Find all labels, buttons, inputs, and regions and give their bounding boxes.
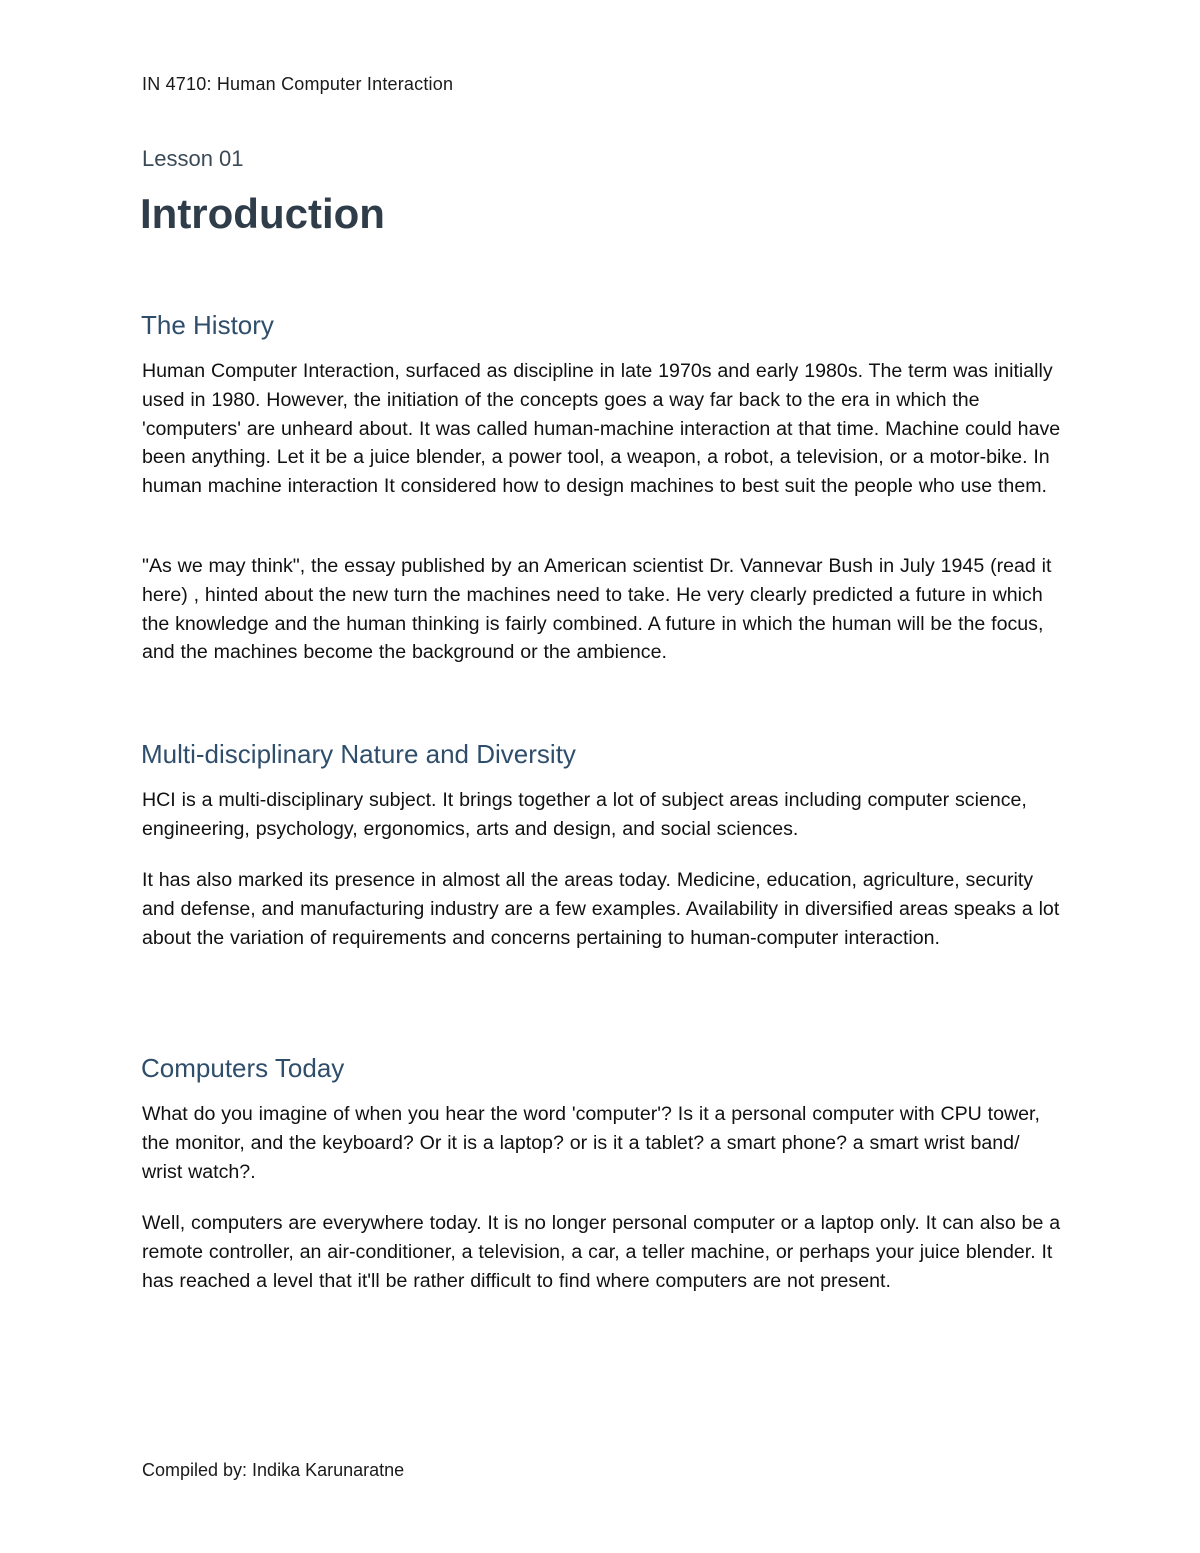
course-header: IN 4710: Human Computer Interaction — [142, 74, 454, 94]
section-heading-history: The History — [141, 310, 274, 340]
multidisciplinary-paragraph-1: HCI is a multi-disciplinary subject. It brings together a lot of subject areas including computer science, engineering, psychology, ergonomics, arts and design, and social sciences. — [142, 789, 1027, 840]
history-paragraph-2: "As we may think", the essay published by an American scientist Dr. Vannevar Bush in July 1945 (read it here) , hinted about the new turn the machines need to take. He very clearly predicted a future in which the knowledge and the human thinking is fairly combined. A future in which the human will be the focus, and the machines become the background or the ambience. — [142, 555, 1052, 664]
multidisciplinary-paragraph-2: It has also marked its presence in almost all the areas today. Medicine, education, agriculture, security and defense, and manufacturing industry are a few examples. Availability in diversified areas speaks a lot about the variation of requirements and concerns pertaining to human-computer interaction. — [142, 869, 1060, 949]
compiled-by-footer: Compiled by: Indika Karunaratne — [142, 1460, 405, 1480]
computers-today-paragraph-1: What do you imagine of when you hear the word 'computer'? Is it a personal computer with CPU tower, the monitor, and the keyboard? Or it is a laptop? or is it a tablet? a smart phone? a smart wrist band/ wrist watch?. — [142, 1103, 1040, 1183]
page-title: Introduction — [140, 190, 385, 237]
computers-today-paragraph-2: Well, computers are everywhere today. It is no longer personal computer or a laptop only. It can also be a remote controller, an air-conditioner, a television, a car, a teller machine, or perhaps your juice blender. It has reached a level that it'll be rather difficult to find where computers are not present. — [142, 1212, 1061, 1292]
history-paragraph-1: Human Computer Interaction, surfaced as discipline in late 1970s and early 1980s. The term was initially used in 1980. However, the initiation of the concepts goes a way far back to the era in which the 'computers' are unheard about. It was called human-machine interaction at that time. Machine could have been anything. Let it be a juice blender, a power tool, a weapon, a robot, a television, or a motor-bike. In human machine interaction It considered how to design machines to best suit the people who use them. — [142, 360, 1061, 498]
section-heading-computers-today: Computers Today — [141, 1053, 345, 1083]
section-heading-multidisciplinary: Multi-disciplinary Nature and Diversity — [141, 739, 576, 769]
lesson-number: Lesson 01 — [142, 146, 244, 171]
